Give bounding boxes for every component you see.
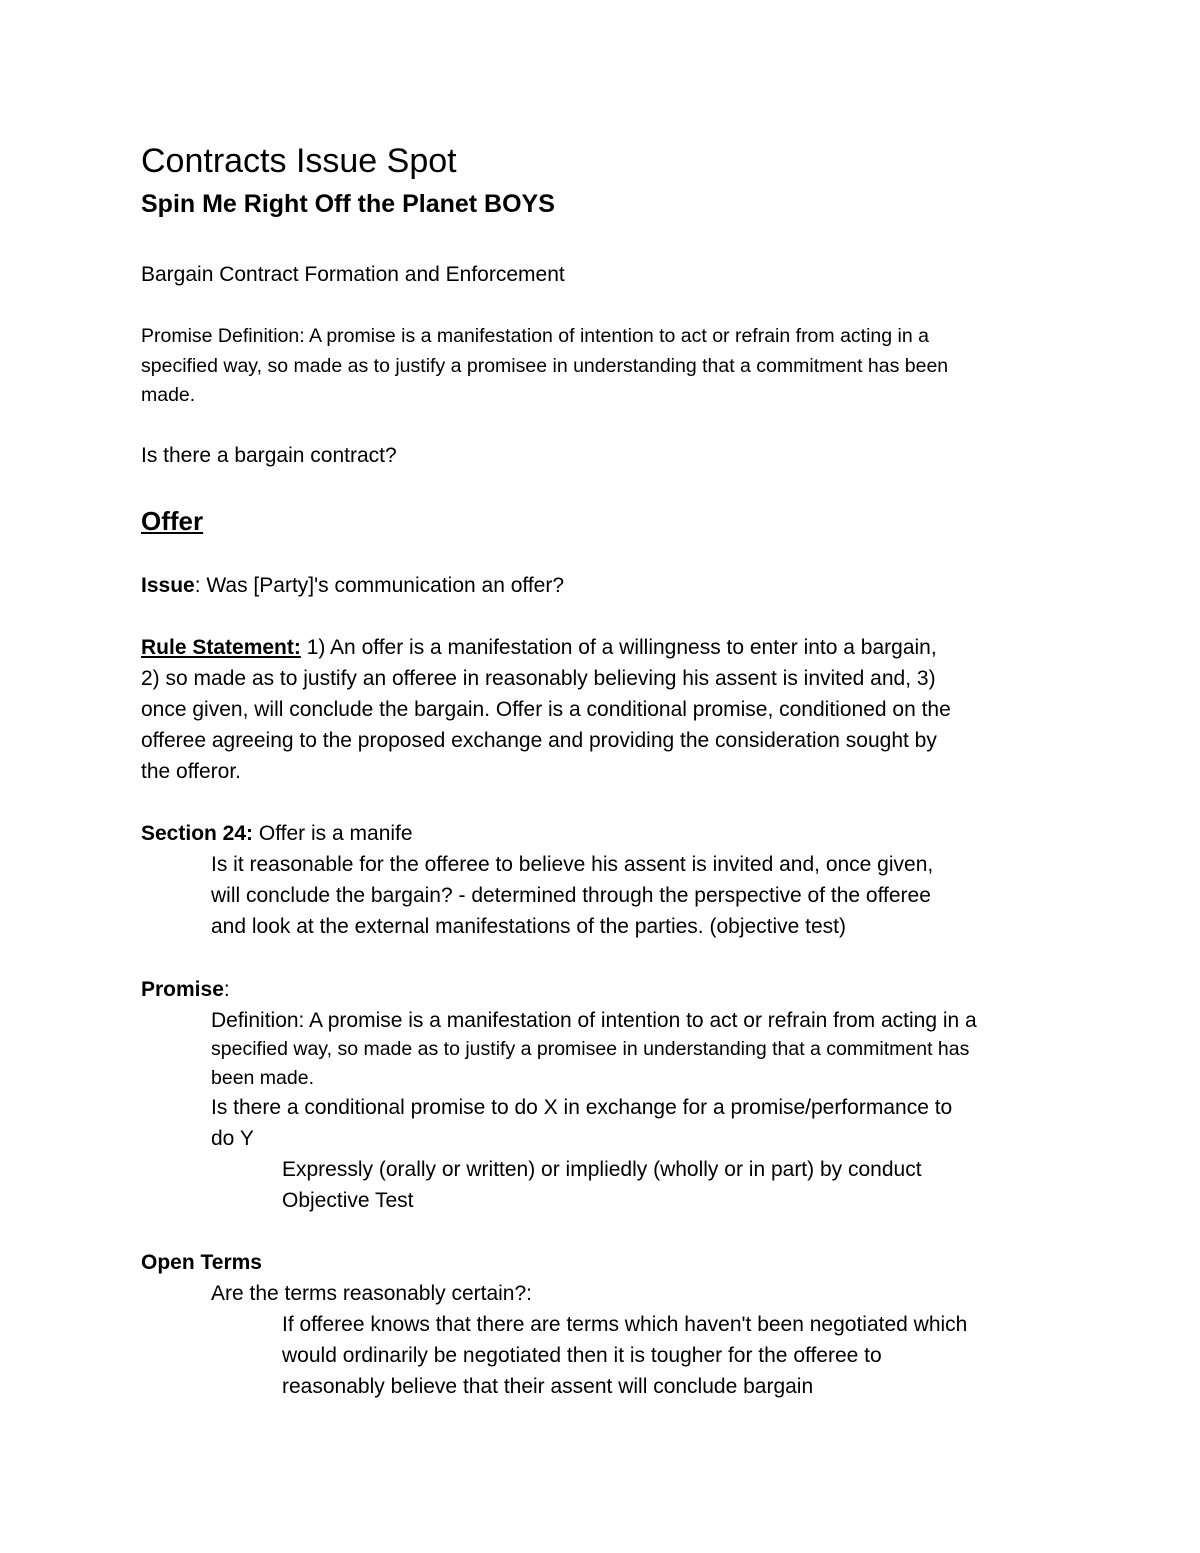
bargain-question: Is there a bargain contract? bbox=[141, 444, 397, 467]
promise-definition-detail: specified way, so made as to justify a promisee in understanding that a commitment has bbox=[211, 1038, 970, 1060]
rule-line: offeree agreeing to the proposed exchange and providing the consideration sought by bbox=[141, 729, 937, 752]
issue-label: Issue bbox=[141, 574, 195, 597]
rule-line bbox=[141, 637, 937, 658]
promise-line bbox=[141, 979, 230, 1000]
section24-detail-line: and look at the external manifestations of the parties. (objective test) bbox=[211, 915, 847, 938]
document-title: Contracts Issue Spot bbox=[141, 142, 457, 180]
offer-heading: Offer bbox=[141, 506, 204, 536]
open-terms-question: Are the terms reasonably certain?: bbox=[211, 1282, 532, 1305]
issue-text: : Was [Party]'s communication an offer? bbox=[194, 574, 565, 597]
document-subtitle: Spin Me Right Off the Planet BOYS bbox=[141, 190, 555, 218]
section-heading: Bargain Contract Formation and Enforcement bbox=[141, 263, 565, 286]
promise-suffix: : bbox=[223, 978, 230, 1001]
rule-line: once given, will conclude the bargain. Offer is a conditional promise, conditioned on the bbox=[141, 698, 951, 721]
conditional-promise-line: Is there a conditional promise to do X in exchange for a promise/performance to bbox=[211, 1096, 953, 1119]
promise-definition-detail: been made. bbox=[211, 1067, 314, 1089]
issue-line bbox=[141, 575, 564, 596]
open-terms-detail-line: reasonably believe that their assent will conclude bargain bbox=[282, 1375, 814, 1398]
promise-sub-line: Objective Test bbox=[282, 1189, 414, 1212]
conditional-promise-line: do Y bbox=[211, 1127, 254, 1150]
rule-line: 2) so made as to justify an offeree in reasonably believing his assent is invited and, 3) bbox=[141, 667, 936, 690]
section24-label: Section 24: bbox=[141, 822, 254, 845]
rule-label: Rule Statement: bbox=[141, 636, 301, 659]
rule-line: the offeror. bbox=[141, 760, 242, 783]
promise-label: Promise bbox=[141, 978, 224, 1001]
promise-definition-line: made. bbox=[141, 384, 196, 406]
section24-detail-line: will conclude the bargain? - determined through the perspective of the offeree bbox=[211, 884, 931, 907]
promise-sub-line: Expressly (orally or written) or impliedly (wholly or in part) by conduct bbox=[282, 1158, 922, 1181]
open-terms-detail-line: would ordinarily be negotiated then it is tougher for the offeree to bbox=[282, 1344, 882, 1367]
promise-definition-line: Promise Definition: A promise is a manifestation of intention to act or refrain from acting in a bbox=[141, 325, 929, 347]
section24-text: Offer is a manife bbox=[253, 822, 413, 845]
section24-line bbox=[141, 823, 413, 844]
promise-definition-line: specified way, so made as to justify a promisee in understanding that a commitment has been bbox=[141, 355, 949, 377]
section24-detail-line: Is it reasonable for the offeree to believe his assent is invited and, once given, bbox=[211, 853, 934, 876]
rule-text: 1) An offer is a manifestation of a willingness to enter into a bargain, bbox=[300, 636, 937, 659]
open-terms-label: Open Terms bbox=[141, 1251, 262, 1274]
promise-definition-detail: Definition: A promise is a manifestation of intention to act or refrain from acting in a bbox=[211, 1009, 977, 1032]
open-terms-detail-line: If offeree knows that there are terms which haven't been negotiated which bbox=[282, 1313, 968, 1336]
